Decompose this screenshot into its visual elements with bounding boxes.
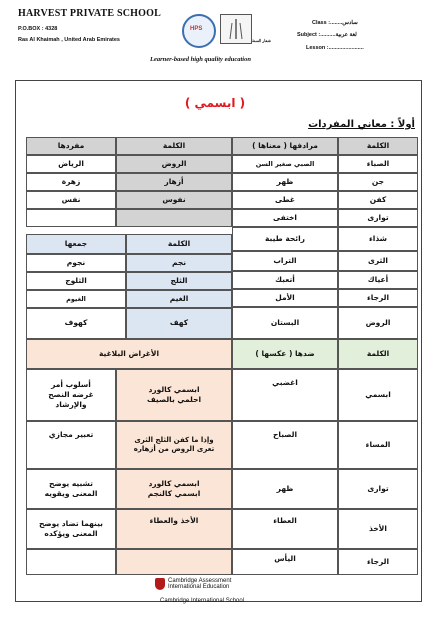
vocab-synonym: الصبي صغير السن: [232, 155, 338, 173]
footer-line-3: Cambridge International School: [160, 598, 245, 604]
vocab-word: الروض: [338, 307, 418, 339]
rhetoric-example: وإذا ما كفن الثلج الثرى تعرى الروض من أزهاره: [116, 421, 232, 469]
vocab-plural-word: الروض: [116, 155, 232, 173]
vocab-word: شذاء: [338, 227, 418, 251]
antonym-opposite: اغضبي: [232, 369, 338, 421]
lesson-title: ( ابسمي ): [184, 96, 246, 110]
vocab-word: الرجاء: [338, 289, 418, 307]
year-logo: [220, 14, 252, 44]
antonym-word: الرجاء: [338, 549, 418, 575]
vocab-header-word: الكلمة: [338, 137, 418, 155]
plural-form: الغيوم: [26, 290, 126, 308]
plural-form: نجوم: [26, 254, 126, 272]
rhetoric-purpose: تشبيه يوضح المعنى ويقويه: [26, 469, 116, 509]
footer-line-2: International Education: [168, 584, 230, 590]
school-address: Ras Al Khaimah , United Arab Emirates: [18, 37, 120, 43]
footer-line-1: Cambridge Assessment: [168, 578, 232, 584]
antonym-header-word: الكلمة: [338, 339, 418, 369]
section-heading-vocabulary: أولاً : معاني المفردات: [308, 119, 415, 130]
po-box: P.O.BOX : 4328: [18, 26, 58, 32]
year-logo-text: شعار السنة: [252, 38, 271, 43]
vocab-synonym: غطى: [232, 191, 338, 209]
vocab-plural-word: نفوس: [116, 191, 232, 209]
antonym-header-opposite: ضدها ( عكسها ): [232, 339, 338, 369]
plural-word: الغيم: [126, 290, 232, 308]
cambridge-shield-icon: [155, 578, 165, 590]
antonym-word: ابسمي: [338, 369, 418, 421]
vocab-singular: [26, 209, 116, 227]
vocab-synonym: الأمل: [232, 289, 338, 307]
plural-word: الثلج: [126, 272, 232, 290]
rhetoric-empty-cell: [116, 549, 232, 575]
antonym-word: المساء: [338, 421, 418, 469]
plural-form: كهوف: [26, 308, 126, 339]
vocab-header-word-2: الكلمة: [116, 137, 232, 155]
class-field: Class :........سادس: [312, 20, 358, 26]
vocab-singular: الرياض: [26, 155, 116, 173]
vocab-singular: زهرة: [26, 173, 116, 191]
vocab-synonym: التراب: [232, 251, 338, 271]
rhetoric-example: ابسمي كالورد ابسمي كالنجم: [116, 469, 232, 509]
rhetoric-example: ابسمي كالورد احلمي بالصيف: [116, 369, 232, 421]
vocab-word: توارى: [338, 209, 418, 227]
vocab-word: كفن: [338, 191, 418, 209]
vocab-header-synonym: مرادفها ( معناها ): [232, 137, 338, 155]
plural-form: الثلوج: [26, 272, 126, 290]
vocab-plural-word: [116, 209, 232, 227]
vocab-synonym: اختفى: [232, 209, 338, 227]
antonym-opposite: ظهر: [232, 469, 338, 509]
vocab-word: الصباء: [338, 155, 418, 173]
plural-header-plural: جمعها: [26, 234, 126, 254]
plural-word: كهف: [126, 308, 232, 339]
vocab-synonym: أتعبك: [232, 271, 338, 289]
vocab-plural-word: أزهار: [116, 173, 232, 191]
vocab-synonym: ظهر: [232, 173, 338, 191]
rhetoric-example: الأخذ والعطاء: [116, 509, 232, 549]
antonym-word: توارى: [338, 469, 418, 509]
rhetoric-purpose: تعبير مجازي: [26, 421, 116, 469]
wheat-icon: [221, 15, 251, 43]
antonym-opposite: العطاء: [232, 509, 338, 549]
school-logo-text: HPS: [190, 26, 203, 32]
plural-word: نجم: [126, 254, 232, 272]
rhetoric-purpose: أسلوب أمر غرضه النصح والإرشاد: [26, 369, 116, 421]
antonym-word: الأخذ: [338, 509, 418, 549]
rhetoric-header: الأغراض البلاغية: [26, 339, 232, 369]
motto: Learner-based high quality education: [150, 56, 251, 63]
antonym-opposite: اليأس: [232, 549, 338, 575]
vocab-header-singular: مفردها: [26, 137, 116, 155]
plural-header-word: الكلمة: [126, 234, 232, 254]
vocab-word: أعياك: [338, 271, 418, 289]
vocab-singular: نفس: [26, 191, 116, 209]
subject-field: Subject :..........لغة عربية: [297, 32, 357, 38]
rhetoric-empty-cell: [26, 549, 116, 575]
school-logo: [182, 14, 216, 48]
rhetoric-purpose: بينهما تضاد يوضح المعنى ويؤكده: [26, 509, 116, 549]
lesson-field: Lesson :.......................: [306, 45, 364, 51]
vocab-word: الثرى: [338, 251, 418, 271]
footer-cambridge: [168, 578, 231, 590]
school-name: HARVEST PRIVATE SCHOOL: [18, 8, 161, 19]
vocab-synonym: رائحة طيبة: [232, 227, 338, 251]
vocab-word: جن: [338, 173, 418, 191]
antonym-opposite: الصباح: [232, 421, 338, 469]
vocab-synonym: البستان: [232, 307, 338, 339]
